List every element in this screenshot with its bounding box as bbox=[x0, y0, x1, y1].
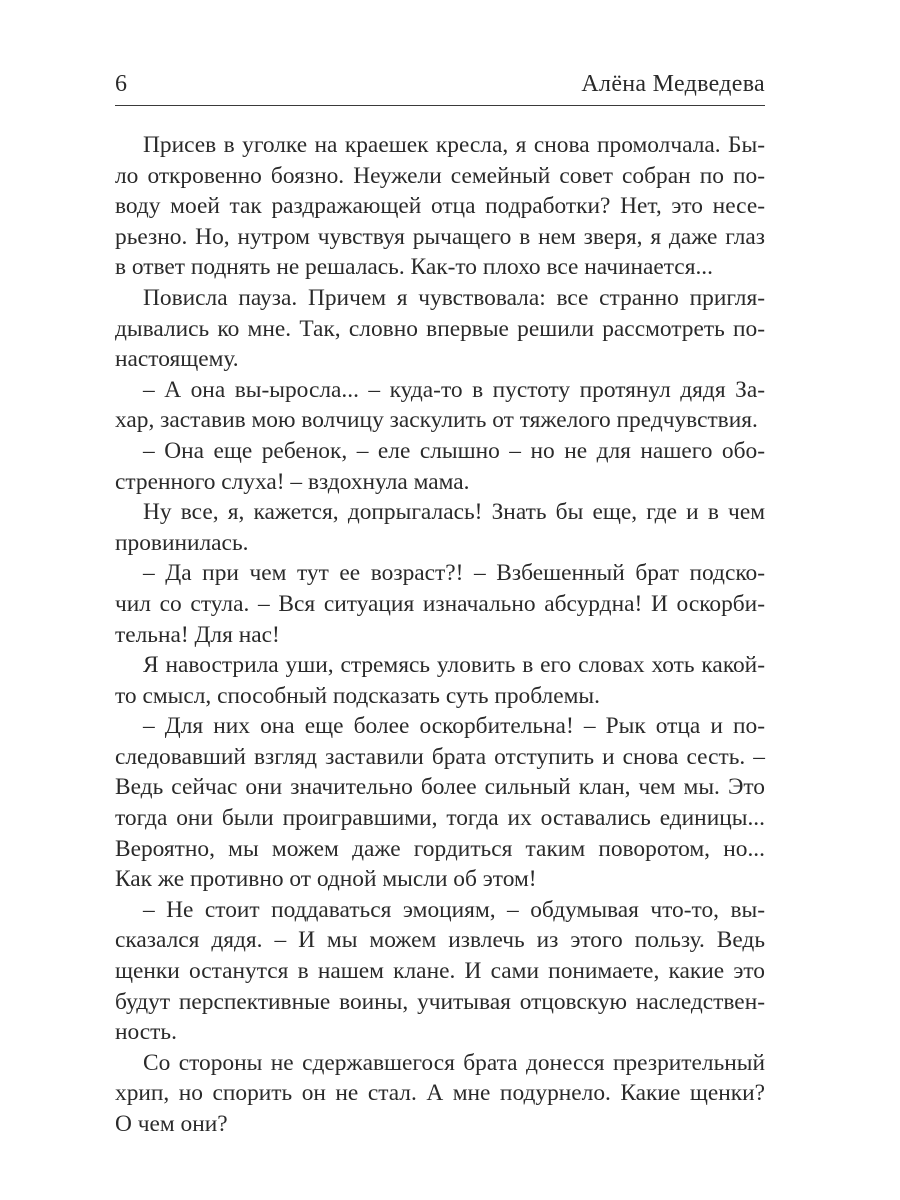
text-line: тельна! Для нас! bbox=[115, 621, 280, 648]
body-text bbox=[115, 130, 765, 1140]
text-line: О чем они? bbox=[115, 1111, 228, 1137]
text-line: ность. bbox=[115, 1019, 177, 1046]
text-line: Ну все, я, кажется, допрыгалась! Знать бы еще, где и в чем bbox=[143, 499, 765, 526]
header-rule bbox=[115, 105, 765, 106]
text-line: то смысл, способный подсказать суть проблемы. bbox=[115, 682, 600, 709]
text-line: Повисла пауза. Причем я чувствовала: все странно пригля- bbox=[143, 284, 765, 311]
text-line: дывались ко мне. Так, словно впервые решили рассмотреть по- bbox=[115, 315, 765, 342]
text-line: стренного слуха! – вздохнула мама. bbox=[115, 468, 470, 495]
text-line: ло откровенно боязно. Неужели семейный совет собран по по- bbox=[115, 162, 765, 189]
text-line: Присев в уголке на краешек кресла, я снова промолчала. Бы- bbox=[143, 132, 765, 158]
text-line: чил со стула. – Вся ситуация изначально абсурдна! И оскорби- bbox=[115, 590, 765, 617]
text-line: рьезно. Но, нутром чувствуя рычащего в нем зверя, я даже глаз bbox=[115, 223, 765, 250]
text-line: Ведь сейчас они значительно более сильный клан, чем мы. Это bbox=[115, 774, 765, 801]
text-line: настоящему. bbox=[115, 346, 239, 373]
text-line: тогда они были проигравшими, тогда их оставались единицы... bbox=[115, 805, 765, 832]
text-line: – Она еще ребенок, – еле слышно – но не для нашего обо- bbox=[143, 437, 765, 464]
text-line: хар, заставив мою волчицу заскулить от тяжелого предчувствия. bbox=[115, 407, 758, 434]
author-name: Алёна Медведева bbox=[581, 71, 765, 97]
text-line: воду моей так раздражающей отца подработки? Нет, это несе- bbox=[115, 193, 765, 220]
text-line: щенки останутся в нашем клане. И сами понимаете, какие это bbox=[115, 958, 765, 985]
text-line: – Не стоит поддаваться эмоциям, – обдумывая что-то, вы- bbox=[143, 896, 765, 923]
text-line: – Да при чем тут ее возраст?! – Взбешенный брат подско- bbox=[143, 560, 765, 587]
text-line: – Для них она еще более оскорбительна! – Рык отца и по- bbox=[143, 713, 765, 740]
text-line: Вероятно, мы можем даже гордиться таким поворотом, но... bbox=[115, 835, 765, 862]
text-line: Как же противно от одной мысли об этом! bbox=[115, 866, 537, 893]
text-line: Со стороны не сдержавшегося брата донесся презрительный bbox=[143, 1049, 765, 1076]
running-head bbox=[115, 68, 765, 100]
text-line: – А она вы-ыросла... – куда-то в пустоту протянул дядя За- bbox=[143, 376, 765, 403]
page-number: 6 bbox=[115, 71, 127, 97]
text-line: Я навострила уши, стремясь уловить в его словах хоть какой- bbox=[143, 652, 765, 679]
text-line: хрип, но спорить он не стал. А мне подурнело. Какие щенки? bbox=[115, 1080, 765, 1107]
text-line: провинилась. bbox=[115, 529, 249, 556]
text-line: сказался дядя. – И мы можем извлечь из этого пользу. Ведь bbox=[115, 927, 765, 954]
text-line: следовавший взгляд заставили брата отступить и снова сесть. – bbox=[115, 743, 765, 770]
text-line: в ответ поднять не решалась. Как-то плохо все начинается... bbox=[115, 254, 713, 281]
text-line: будут перспективные воины, учитывая отцовскую наследствен- bbox=[115, 988, 765, 1015]
